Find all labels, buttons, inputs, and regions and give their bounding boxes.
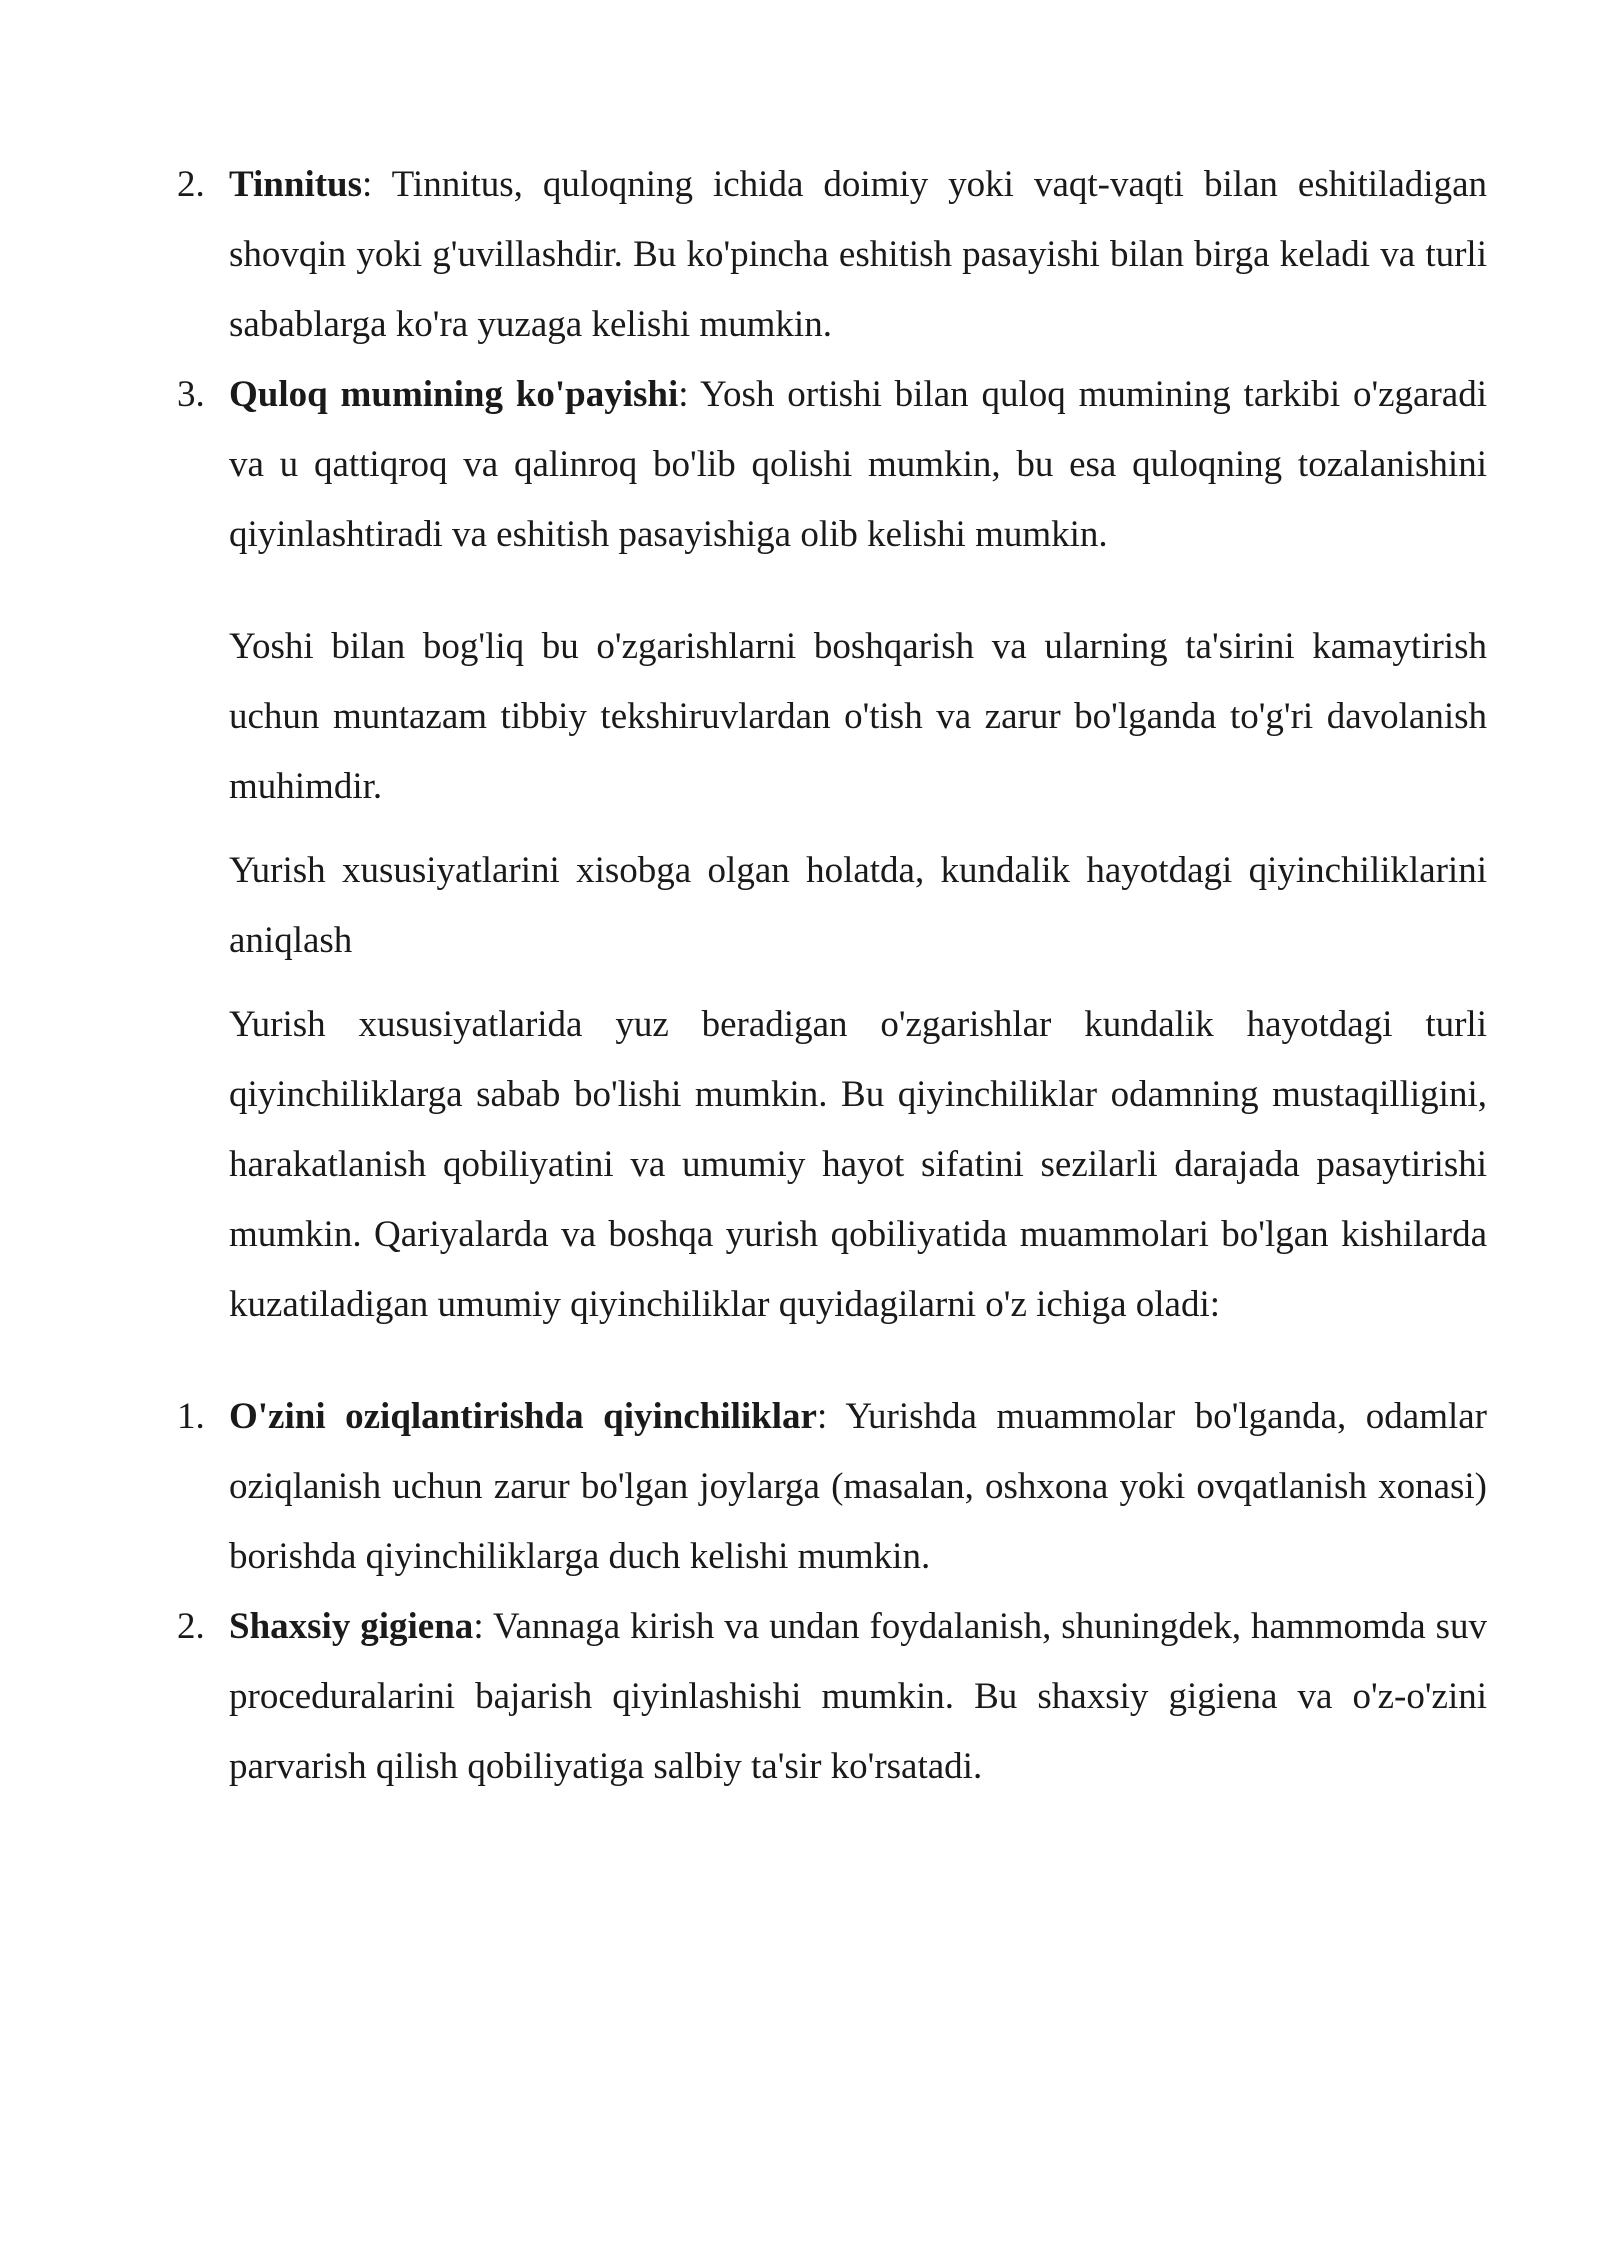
list-number: 2. [177, 164, 205, 205]
list-separator: : [362, 164, 373, 205]
spacer [229, 570, 1487, 612]
list-separator: : [816, 1396, 828, 1437]
list-term: O'zini oziqlantirishda qiyinchiliklar [229, 1396, 817, 1437]
list-term: Quloq mumining ko'payishi [229, 374, 679, 415]
list-number: 2. [177, 1606, 205, 1647]
list-separator: : [678, 374, 689, 415]
list-text: Vannaga kirish va undan foydalanish, shuningdek, hammomda suv proceduralarini bajarish qiyinlashishi mumkin. Bu shaxsiy gigiena va o'z-o'zini parvarish qilish qobiliyatiga salbiy ta'sir ko'rsatadi. [229, 1606, 1487, 1787]
spacer [229, 976, 1487, 990]
list-term: Shaxsiy gigiena [229, 1606, 474, 1647]
document-body [177, 150, 1487, 1802]
list-text: Tinnitus, quloqning ichida doimiy yoki vaqt-vaqti bilan eshitiladigan shovqin yoki g'uvillashdir. Bu ko'pincha eshitish pasayishi bilan birga keladi va turli sabablarga ko'ra yuzaga kelishi mumkin. [229, 164, 1487, 345]
list-number: 1. [177, 1396, 205, 1437]
list-item-feeding [177, 1382, 1487, 1592]
spacer [229, 1340, 1487, 1382]
list-item-hygiene [177, 1592, 1487, 1802]
paragraph-age-changes: Yoshi bilan bog'liq bu o'zgarishlarni boshqarish va ularning ta'sirini kamaytirish uchun muntazam tibbiy tekshiruvlardan o'tish va zarur bo'lganda to'g'ri davolanish muhimdir. [229, 626, 1487, 807]
list-number: 3. [177, 374, 205, 415]
list-item-tinnitus [177, 150, 1487, 360]
list-item-ear-wax [177, 360, 1487, 570]
list-text: Yosh ortishi bilan quloq mumining tarkibi o'zgaradi va u qattiqroq va qalinroq bo'lib qolishi mumkin, bu esa quloqning tozalanishini qiyinlashtiradi va eshitish pasayishiga olib kelishi mumkin. [229, 374, 1487, 555]
list-text: Yurishda muammolar bo'lganda, odamlar oziqlanish uchun zarur bo'lgan joylarga (masalan, oshxona yoki ovqatlanish xonasi) borishda qiyinchiliklarga duch kelishi mumkin. [229, 1396, 1487, 1577]
list-separator: : [473, 1606, 484, 1647]
paragraph-walking-changes: Yurish xususiyatlarida yuz beradigan o'zgarishlar kundalik hayotdagi turli qiyinchiliklarga sabab bo'lishi mumkin. Bu qiyinchiliklar odamning mustaqilligini, harakatlanish qobiliyatini va umumiy hayot sifatini sezilarli darajada pasaytirishi mumkin. Qariyalarda va boshqa yurish qobiliyatida muammolari bo'lgan kishilarda kuzatiladigan umumiy qiyinchiliklar quyidagilarni o'z ichiga oladi: [229, 1004, 1487, 1325]
list-term: Tinnitus [229, 164, 363, 205]
paragraph-section-heading: Yurish xususiyatlarini xisobga olgan holatda, kundalik hayotdagi qiyinchiliklarini aniqlash [229, 850, 1487, 961]
spacer [229, 822, 1487, 836]
